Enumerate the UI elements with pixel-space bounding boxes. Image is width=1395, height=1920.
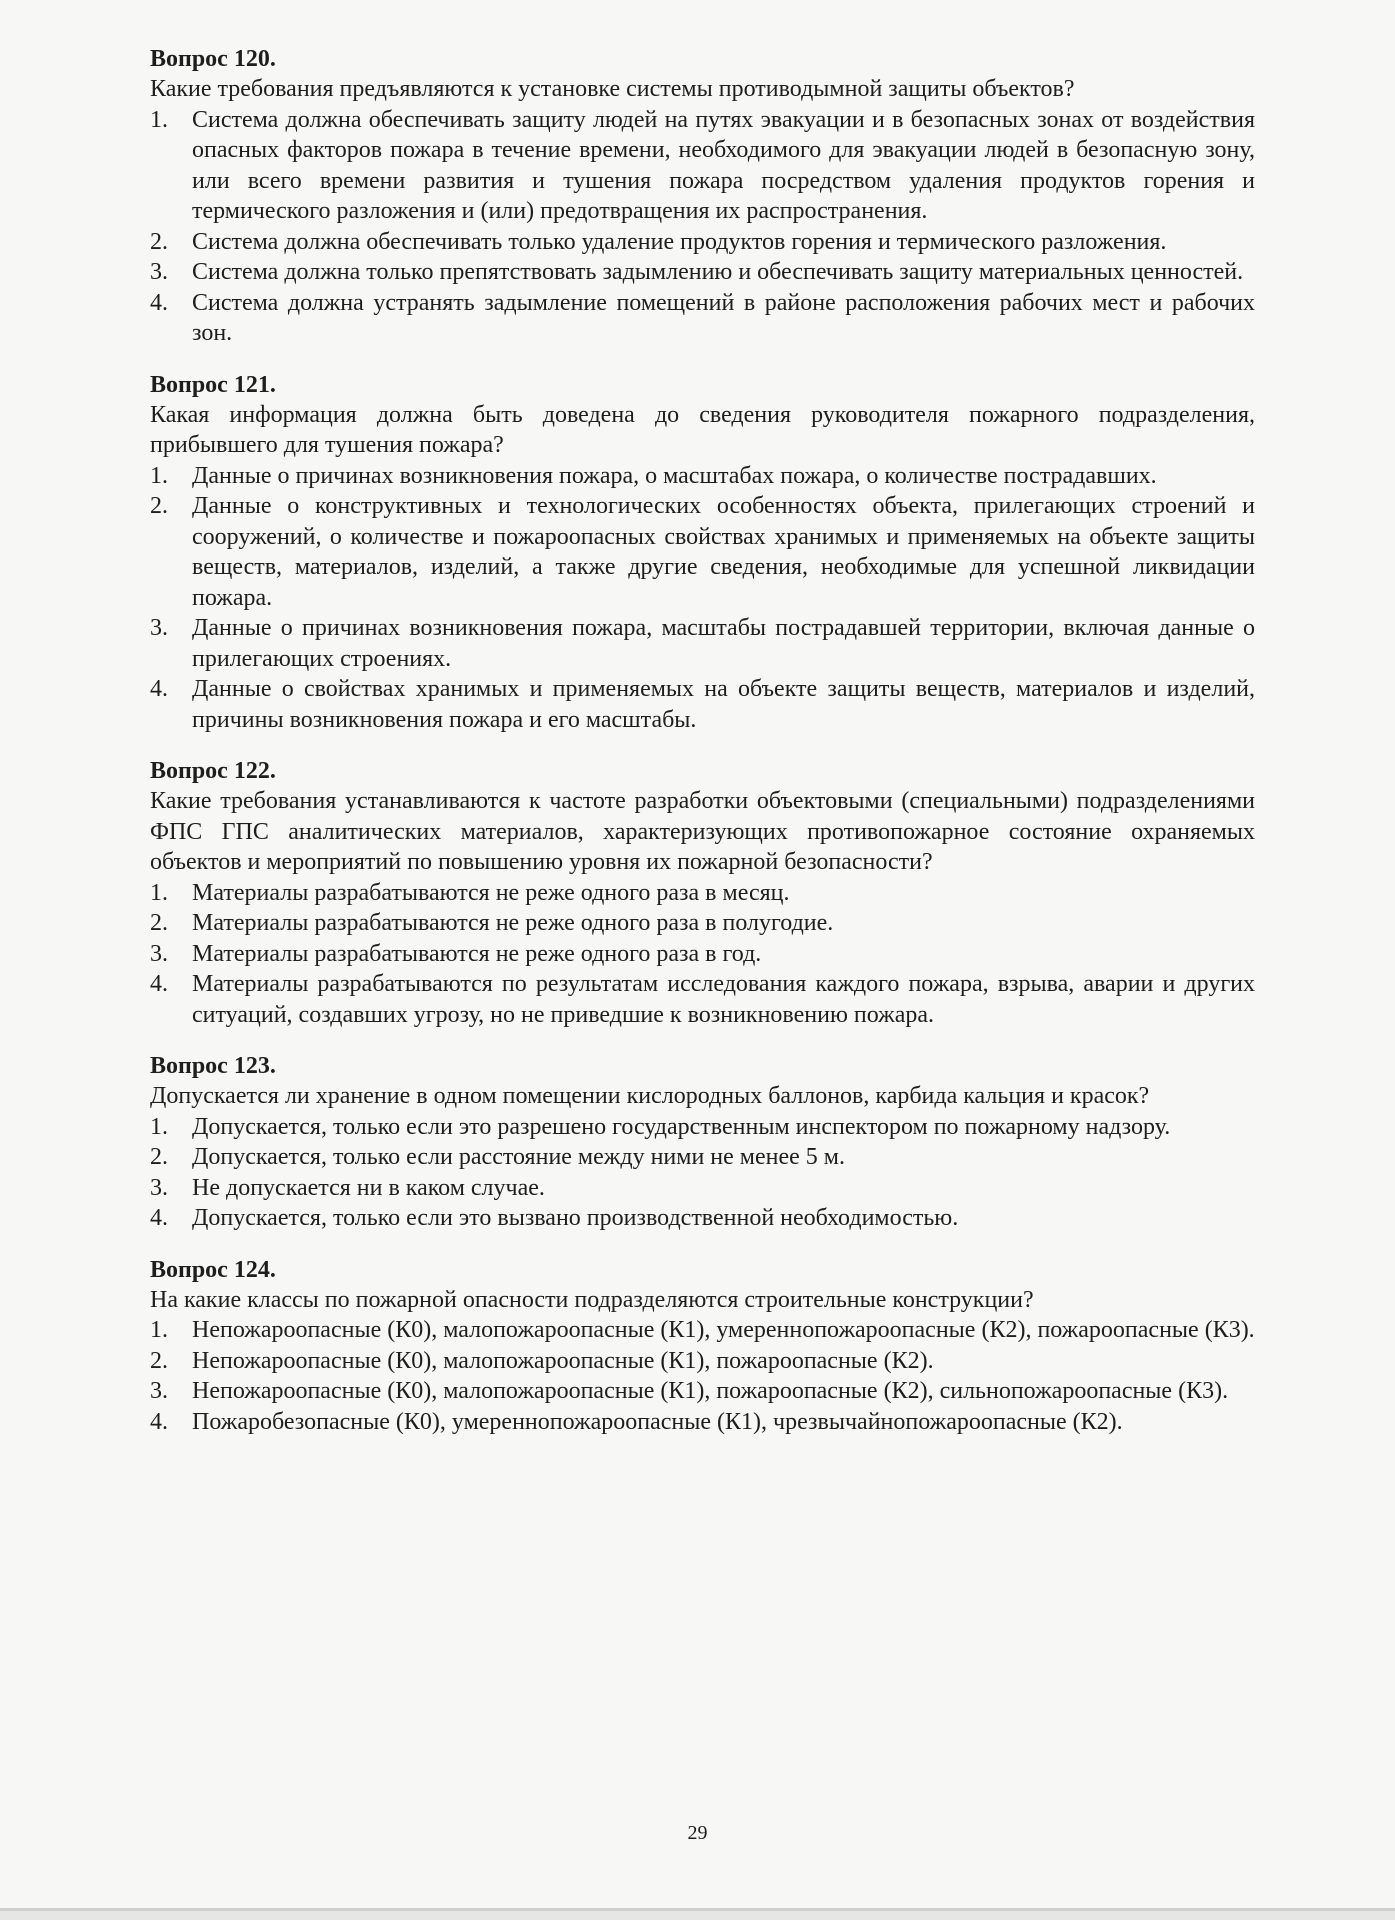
- question-text: Допускается ли хранение в одном помещении кислородных баллонов, карбида кальция и красок?: [150, 1083, 1150, 1109]
- answer-item: [150, 613, 1255, 674]
- answer-item: [150, 1407, 1255, 1438]
- answer-number: 2.: [150, 910, 168, 936]
- answer-text: Не допускается ни в каком случае.: [192, 1174, 545, 1201]
- answer-list: [150, 461, 1255, 736]
- question-heading: Вопрос 121.: [150, 371, 276, 398]
- answer-number: 2.: [150, 493, 168, 519]
- answer-text: Допускается, только если это вызвано производственной необходимостью.: [192, 1205, 959, 1231]
- question-120: [150, 44, 1255, 349]
- answer-item: [150, 1142, 1255, 1173]
- answer-number: 2.: [150, 1144, 168, 1170]
- answer-number: 3.: [150, 615, 168, 641]
- answer-list: [150, 105, 1255, 349]
- answer-text: Допускается, только если расстояние между ними не менее 5 м.: [192, 1144, 845, 1170]
- answer-text: Система должна только препятствовать задымлению и обеспечивать защиту материальных ценностей.: [192, 259, 1244, 285]
- answer-item: [150, 1173, 1255, 1204]
- question-text: На какие классы по пожарной опасности подразделяются строительные конструкции?: [150, 1286, 1034, 1313]
- scan-edge-shadow: [0, 1911, 1395, 1920]
- answer-text: Система должна обеспечивать только удаление продуктов горения и термического разложения.: [192, 228, 1167, 255]
- answer-text: Данные о свойствах хранимых и применяемых на объекте защиты веществ, материалов и изделий, причины возникновения пожара и его масштабы.: [192, 676, 1255, 733]
- answer-item: [150, 1346, 1255, 1377]
- answer-number: 1.: [150, 1113, 168, 1140]
- question-124: [150, 1255, 1255, 1438]
- answer-text: Непожароопасные (К0), малопожароопасные (К1), пожароопасные (К2), сильнопожароопасные (К3).: [192, 1378, 1229, 1404]
- page-number: 29: [687, 1822, 708, 1844]
- answer-item: [150, 227, 1255, 258]
- answer-list: [150, 1315, 1255, 1437]
- answer-text: Пожаробезопасные (К0), умереннопожароопасные (К1), чрезвычайнопожароопасные (К2).: [192, 1408, 1123, 1435]
- answer-item: [150, 908, 1255, 939]
- answer-text: Непожароопасные (К0), малопожароопасные (К1), пожароопасные (К2).: [192, 1347, 934, 1374]
- answer-item: [150, 1203, 1255, 1234]
- answer-item: [150, 491, 1255, 613]
- answer-number: 1.: [150, 1317, 168, 1343]
- answer-number: 2.: [150, 228, 168, 255]
- answer-text: Система должна устранять задымление помещений в районе расположения рабочих мест и рабочих зон.: [192, 289, 1255, 346]
- answer-text: Данные о причинах возникновения пожара, о масштабах пожара, о количестве пострадавших.: [192, 462, 1157, 489]
- answer-number: 4.: [150, 676, 168, 702]
- question-heading: Вопрос 120.: [150, 46, 276, 72]
- answer-number: 1.: [150, 106, 168, 133]
- question-123: [150, 1051, 1255, 1234]
- question-heading: Вопрос 123.: [150, 1053, 276, 1079]
- answer-item: [150, 1315, 1255, 1346]
- answer-number: 3.: [150, 940, 168, 967]
- question-heading: Вопрос 124.: [150, 1256, 276, 1283]
- answer-item: [150, 674, 1255, 735]
- answer-number: 3.: [150, 1174, 168, 1201]
- answer-number: 4.: [150, 971, 168, 997]
- answer-item: [150, 105, 1255, 227]
- answer-text: Система должна обеспечивать защиту людей на путях эвакуации и в безопасных зонах от воздействия опасных факторов пожара в течение времени, необходимого для эвакуации людей в безопасную зону, или всего времени развития и тушения пожара посредством удаления продуктов горения и термического разложения и (или) предотвращения их распространения.: [192, 106, 1255, 224]
- page-content: [150, 44, 1255, 1458]
- answer-number: 1.: [150, 462, 168, 489]
- answer-item: [150, 939, 1255, 970]
- question-text: Какая информация должна быть доведена до сведения руководителя пожарного подразделения, прибывшего для тушения пожара?: [150, 401, 1255, 458]
- answer-number: 2.: [150, 1347, 168, 1374]
- question-text: Какие требования предъявляются к установке системы противодымной защиты объектов?: [150, 76, 1075, 102]
- answer-item: [150, 969, 1255, 1030]
- answer-number: 4.: [150, 289, 168, 316]
- answer-item: [150, 1112, 1255, 1143]
- answer-text: Данные о причинах возникновения пожара, масштабы пострадавшей территории, включая данные о прилегающих строениях.: [192, 615, 1255, 672]
- answer-number: 3.: [150, 1378, 168, 1404]
- question-heading: Вопрос 122.: [150, 758, 276, 784]
- answer-text: Допускается, только если это разрешено государственным инспектором по пожарному надзору.: [192, 1113, 1171, 1140]
- answer-item: [150, 461, 1255, 492]
- answer-number: 4.: [150, 1408, 168, 1435]
- answer-number: 1.: [150, 879, 168, 906]
- answer-text: Материалы разрабатываются не реже одного раза в год.: [192, 940, 762, 967]
- answer-text: Материалы разрабатываются по результатам исследования каждого пожара, взрыва, аварии и других ситуаций, создавших угрозу, но не приведшие к возникновению пожара.: [192, 971, 1255, 1028]
- answer-number: 4.: [150, 1205, 168, 1231]
- answer-list: [150, 1112, 1255, 1234]
- question-121: [150, 370, 1255, 736]
- question-122: [150, 756, 1255, 1030]
- answer-list: [150, 878, 1255, 1031]
- answer-text: Данные о конструктивных и технологических особенностях объекта, прилегающих строений и сооружений, о количестве и пожароопасных свойствах хранимых и применяемых на объекте защиты веществ, материалов, изделий, а также другие сведения, необходимые для успешной ликвидации пожара.: [192, 493, 1255, 611]
- answer-number: 3.: [150, 259, 168, 285]
- answer-text: Материалы разрабатываются не реже одного раза в полугодие.: [192, 910, 834, 936]
- answer-text: Материалы разрабатываются не реже одного раза в месяц.: [192, 879, 790, 906]
- answer-item: [150, 1376, 1255, 1407]
- answer-item: [150, 878, 1255, 909]
- answer-item: [150, 257, 1255, 288]
- answer-text: Непожароопасные (К0), малопожароопасные (К1), умереннопожароопасные (К2), пожароопасные (К3).: [192, 1317, 1255, 1343]
- answer-item: [150, 288, 1255, 349]
- question-text: Какие требования устанавливаются к частоте разработки объектовыми (специальными) подразделениями ФПС ГПС аналитических материалов, характеризующих противопожарное состояние охраняемых объектов и мероприятий по повышению уровня их пожарной безопасности?: [150, 788, 1255, 875]
